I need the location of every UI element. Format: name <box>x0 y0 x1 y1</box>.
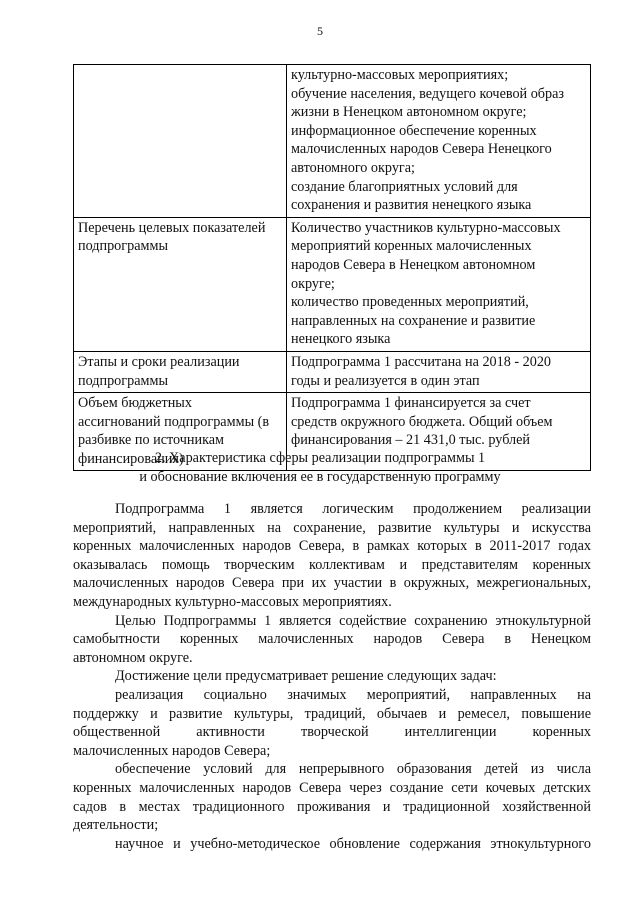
cell-line: финансирования – 21 431,0 тыс. рублей <box>291 432 531 449</box>
cell-line: Подпрограмма 1 рассчитана на 2018 - 2020 <box>291 353 552 370</box>
heading-line: 2. Характеристика сферы реализации подпрограммы 1 <box>154 450 486 466</box>
paragraph-line: научное и учебно-методическое обновление содержания этнокультурного <box>115 835 591 852</box>
table-cell-value <box>287 65 591 218</box>
paragraph-line: деятельности; <box>73 817 159 834</box>
table-row <box>74 217 591 351</box>
body-text <box>73 500 591 853</box>
cell-line: создание благоприятных условий для <box>291 178 518 195</box>
paragraph-line: малочисленных народов Севера; <box>73 742 271 759</box>
cell-line: культурно-массовых мероприятиях; <box>291 67 509 83</box>
cell-line: ассигнований подпрограммы (в <box>78 413 270 430</box>
cell-line: Этапы и сроки реализации <box>78 353 240 370</box>
page-number: 5 <box>317 24 323 38</box>
cell-line: Перечень целевых показателей <box>78 219 266 236</box>
paragraph-line: Достижение цели предусматривает решение следующих задач: <box>115 668 497 685</box>
paragraph-line: реализация социально значимых мероприятий, направленных на <box>115 686 591 703</box>
cell-line: информационное обеспечение коренных <box>291 122 537 139</box>
paragraph-line: оказывалась помощь творческим коллективам и представителям коренных <box>73 556 591 573</box>
paragraph-line: коренных малочисленных народов Севера через создание сети кочевых детских <box>73 779 591 796</box>
cell-line: малочисленных народов Севера Ненецкого <box>291 141 552 158</box>
paragraph-line: Подпрограмма 1 является логическим продолжением реализации <box>115 501 591 517</box>
section-heading <box>0 449 640 486</box>
table-cell-value <box>287 351 591 392</box>
cell-line: округе; <box>291 275 335 292</box>
cell-line: подпрограммы <box>78 372 168 389</box>
cell-line: ненецкого языка <box>291 331 391 348</box>
cell-line: народов Севера в Ненецком автономном <box>291 256 536 273</box>
heading-line: и обоснование включения ее в государственную программу <box>139 468 501 485</box>
table-cell-label <box>74 65 287 218</box>
paragraph-line: Целью Подпрограммы 1 является содействие сохранению этнокультурной <box>115 612 591 629</box>
cell-line: годы и реализуется в один этап <box>291 372 480 389</box>
cell-line: финансирования) <box>78 450 184 467</box>
cell-line: Объем бюджетных <box>78 395 192 412</box>
table-row <box>74 351 591 392</box>
table-cell-label <box>74 217 287 351</box>
table-cell-value <box>287 217 591 351</box>
paragraph-line: автономном округе. <box>73 649 193 666</box>
cell-line: количество проведенных мероприятий, <box>291 294 529 311</box>
paragraph-line: обеспечение условий для непрерывного образования детей из числа <box>115 761 591 778</box>
paragraph-line: поддержку и развитие культуры, традиций, обычаев и ремесел, повышение <box>73 705 591 722</box>
paragraph-line: международных культурно-массовых мероприятиях. <box>73 593 392 610</box>
cell-line: автономного округа; <box>291 159 415 176</box>
cell-line: средств окружного бюджета. Общий объем <box>291 413 553 430</box>
table-row <box>74 65 591 218</box>
paragraph-line: общественной активности творческой интеллигенции коренных <box>73 724 591 741</box>
paragraph-line: мероприятий, направленных на сохранение, развитие культуры и искусства <box>73 519 591 536</box>
table-cell-label <box>74 351 287 392</box>
paragraph-line: малочисленных народов Севера при их участии в окружных, межрегиональных, <box>73 575 591 592</box>
cell-line: Подпрограмма 1 финансируется за счет <box>291 395 531 412</box>
paragraph-line: коренных малочисленных народов Севера, в рамках которых в 2011-2017 годах <box>73 538 591 555</box>
subprogram-passport-table <box>73 64 591 471</box>
cell-line: жизни в Ненецком автономном округе; <box>291 104 527 121</box>
cell-line: Количество участников культурно-массовых <box>291 219 561 236</box>
cell-line: подпрограммы <box>78 238 168 255</box>
paragraph-line: садов в местах традиционного проживания и традиционной хозяйственной <box>73 798 591 815</box>
cell-line: разбивке по источникам <box>78 432 225 449</box>
paragraph-line: самобытности коренных малочисленных народов Севера в Ненецком <box>73 631 591 648</box>
cell-line: сохранения и развития ненецкого языка <box>291 197 532 214</box>
cell-line: мероприятий коренных малочисленных <box>291 238 532 255</box>
cell-line: обучение населения, ведущего кочевой образ <box>291 85 565 102</box>
cell-line: направленных на сохранение и развитие <box>291 312 536 329</box>
